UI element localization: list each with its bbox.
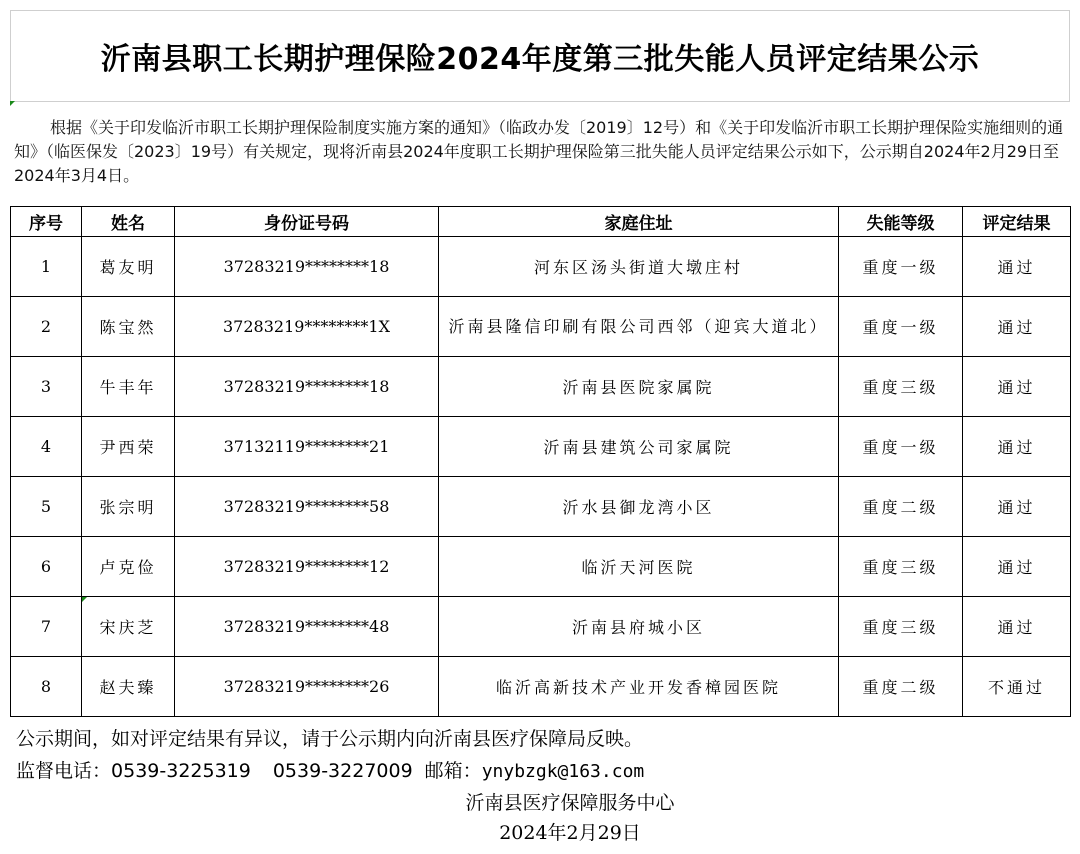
cell-result: 通过	[963, 237, 1071, 297]
footer-date: 2024年2月29日	[499, 822, 641, 844]
cell-level: 重度一级	[839, 237, 963, 297]
cell-address: 沂水县御龙湾小区	[439, 477, 839, 537]
cell-address: 临沂天河医院	[439, 537, 839, 597]
header-level: 失能等级	[839, 207, 963, 237]
cell-name: 宋庆芝	[82, 597, 175, 657]
cell-result: 通过	[963, 357, 1071, 417]
header-id: 身份证号码	[175, 207, 439, 237]
notice-text: 公示期间，如对评定结果有异议，请于公示期内向沂南县医疗保障局反映。	[16, 728, 644, 750]
cell-level: 重度三级	[839, 357, 963, 417]
header-result: 评定结果	[963, 207, 1071, 237]
footer-contact	[16, 756, 644, 783]
cell-address: 沂南县建筑公司家属院	[439, 417, 839, 477]
cell-name: 张宗明	[82, 477, 175, 537]
cell-result: 通过	[963, 537, 1071, 597]
cell-name: 陈宝然	[82, 297, 175, 357]
cell-no: 7	[11, 597, 82, 657]
table-row	[11, 417, 1071, 477]
phone-label: 监督电话：	[16, 760, 112, 782]
phone-number-2: 0539-3227009	[272, 760, 413, 782]
email-label: 邮箱：	[424, 760, 482, 782]
table-row	[11, 657, 1071, 717]
cell-level: 重度三级	[839, 597, 963, 657]
table-header-row	[11, 207, 1071, 237]
cell-name: 牛丰年	[82, 357, 175, 417]
cell-id: 37283219********18	[175, 357, 439, 417]
phone-number-1: 0539-3225319	[111, 760, 251, 782]
footer-notice	[16, 724, 643, 751]
cell-comment-marker	[10, 101, 15, 106]
header-name: 姓名	[82, 207, 175, 237]
cell-id: 37283219********58	[175, 477, 439, 537]
cell-address: 沂南县隆信印刷有限公司西邻（迎宾大道北）	[439, 297, 839, 357]
table-row	[11, 537, 1071, 597]
cell-no: 8	[11, 657, 82, 717]
cell-result: 通过	[963, 597, 1071, 657]
table-row	[11, 297, 1071, 357]
cell-result: 通过	[963, 297, 1071, 357]
cell-no: 6	[11, 537, 82, 597]
cell-id: 37283219********48	[175, 597, 439, 657]
cell-result: 通过	[963, 477, 1071, 537]
cell-no: 1	[11, 237, 82, 297]
cell-no: 3	[11, 357, 82, 417]
header-address: 家庭住址	[439, 207, 839, 237]
cell-level: 重度一级	[839, 297, 963, 357]
table-row	[11, 237, 1071, 297]
cell-id: 37283219********18	[175, 237, 439, 297]
cell-name: 葛友明	[82, 237, 175, 297]
document-sheet	[10, 10, 1070, 844]
cell-address: 沂南县府城小区	[439, 597, 839, 657]
cell-id: 37132119********21	[175, 417, 439, 477]
cell-result: 不通过	[963, 657, 1071, 717]
cell-address: 沂南县医院家属院	[439, 357, 839, 417]
table-row	[11, 357, 1071, 417]
cell-id: 37283219********1X	[175, 297, 439, 357]
title-box	[10, 10, 1070, 102]
cell-comment-marker	[82, 597, 87, 602]
page-title: 沂南县职工长期护理保险2024年度第三批失能人员评定结果公示	[100, 42, 980, 77]
email-address: ynybzgk@163.com	[481, 761, 645, 782]
table-row	[11, 477, 1071, 537]
cell-level: 重度二级	[839, 477, 963, 537]
cell-no: 5	[11, 477, 82, 537]
cell-no: 4	[11, 417, 82, 477]
cell-name: 赵夫臻	[82, 657, 175, 717]
cell-level: 重度一级	[839, 417, 963, 477]
cell-no: 2	[11, 297, 82, 357]
cell-address: 临沂高新技术产业开发香樟园医院	[439, 657, 839, 717]
result-table	[10, 206, 1071, 717]
header-no: 序号	[11, 207, 82, 237]
footer-org: 沂南县医疗保障服务中心	[465, 792, 675, 814]
cell-level: 重度二级	[839, 657, 963, 717]
cell-id: 37283219********12	[175, 537, 439, 597]
cell-name: 尹西荣	[82, 417, 175, 477]
table-row	[11, 597, 1071, 657]
cell-level: 重度三级	[839, 537, 963, 597]
intro-paragraph: 根据《关于印发临沂市职工长期护理保险制度实施方案的通知》（临政办发〔2019〕12号）和《关于印发临沂市职工长期护理保险实施细则的通知》（临医保发〔2023〕19号）有关规定，现将沂南县2024年度职工长期护理保险第三批失能人员评定结果公示如下，公示期自2024年2月29日至2024年3月4日。	[14, 118, 1064, 185]
cell-result: 通过	[963, 417, 1071, 477]
cell-address: 河东区汤头街道大墩庄村	[439, 237, 839, 297]
cell-name: 卢克俭	[82, 537, 175, 597]
cell-id: 37283219********26	[175, 657, 439, 717]
